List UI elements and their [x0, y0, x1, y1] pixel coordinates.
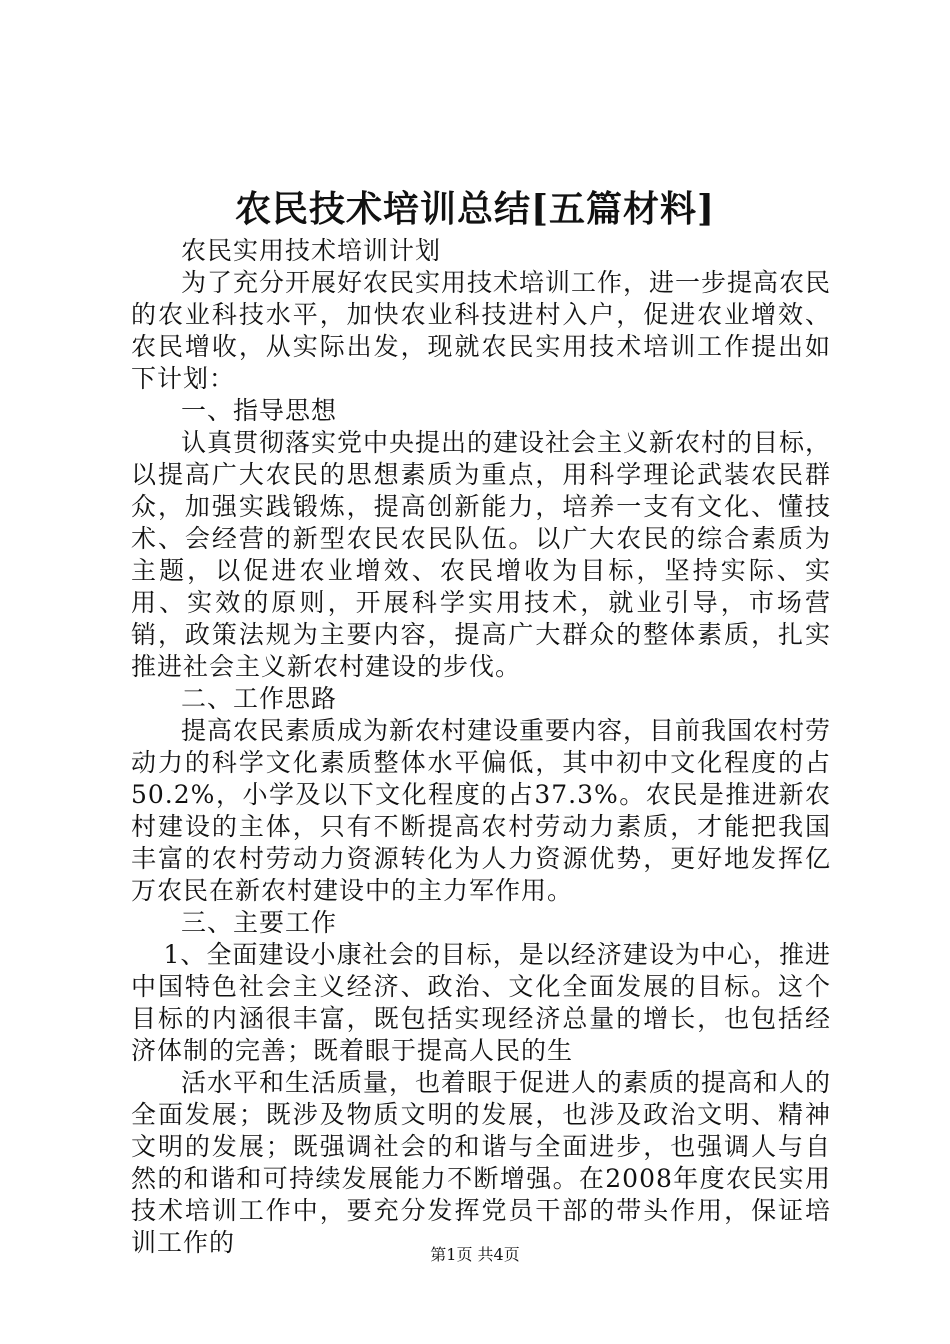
- section-heading-main-work: 三、主要工作: [181, 908, 338, 937]
- paragraph-main-work-1: 1、全面建设小康社会的目标，是以经济建设为中心，推进中国特色社会主义经济、政治、文化全面发展的目标。这个目标的内涵很丰富，既包括实现经济总量的增长，也包括经济体制的完善；既着眼于提高人民的生: [131, 940, 831, 1065]
- document-body: [131, 235, 831, 1259]
- page-number-footer: 第1页 共4页: [430, 1245, 520, 1264]
- document-title: 农民技术培训总结[五篇材料]: [234, 188, 716, 230]
- section-heading-work-approach: 二、工作思路: [181, 684, 338, 713]
- paragraph-plan-heading: 农民实用技术培训计划: [181, 236, 442, 265]
- section-heading-guiding-thought: 一、指导思想: [181, 396, 338, 425]
- paragraph-main-work-continued: 活水平和生活质量，也着眼于促进人的素质的提高和人的全面发展；既涉及物质文明的发展，也涉及政治文明、精神文明的发展；既强调社会的和谐与全面进步，也强调人与自然的和谐和可持续发展能力不断增强。在2008年度农民实用技术培训工作中，要充分发挥党员干部的带头作用，保证培训工作的: [131, 1068, 832, 1257]
- paragraph-guiding-thought: 认真贯彻落实党中央提出的建设社会主义新农村的目标，以提高广大农民的思想素质为重点，用科学理论武装农民群众，加强实践锻炼，提高创新能力，培养一支有文化、懂技术、会经营的新型农民农民队伍。以广大农民的综合素质为主题，以促进农业增效、农民增收为目标，坚持实际、实用、实效的原则，开展科学实用技术，就业引导，市场营销，政策法规为主要内容，提高广大群众的整体素质，扎实推进社会主义新农村建设的步伐。: [131, 428, 832, 681]
- paragraph-work-approach: 提高农民素质成为新农村建设重要内容，目前我国农村劳动力的科学文化素质整体水平偏低，其中初中文化程度的占50.2%，小学及以下文化程度的占37.3%。农民是推进新农村建设的主体，只有不断提高农村劳动力素质，才能把我国丰富的农村劳动力资源转化为人力资源优势，更好地发挥亿万农民在新农村建设中的主力军作用。: [131, 716, 832, 905]
- paragraph-intro: 为了充分开展好农民实用技术培训工作，进一步提高农民的农业科技水平，加快农业科技进村入户，促进农业增效、农民增收，从实际出发，现就农民实用技术培训工作提出如下计划：: [131, 268, 832, 393]
